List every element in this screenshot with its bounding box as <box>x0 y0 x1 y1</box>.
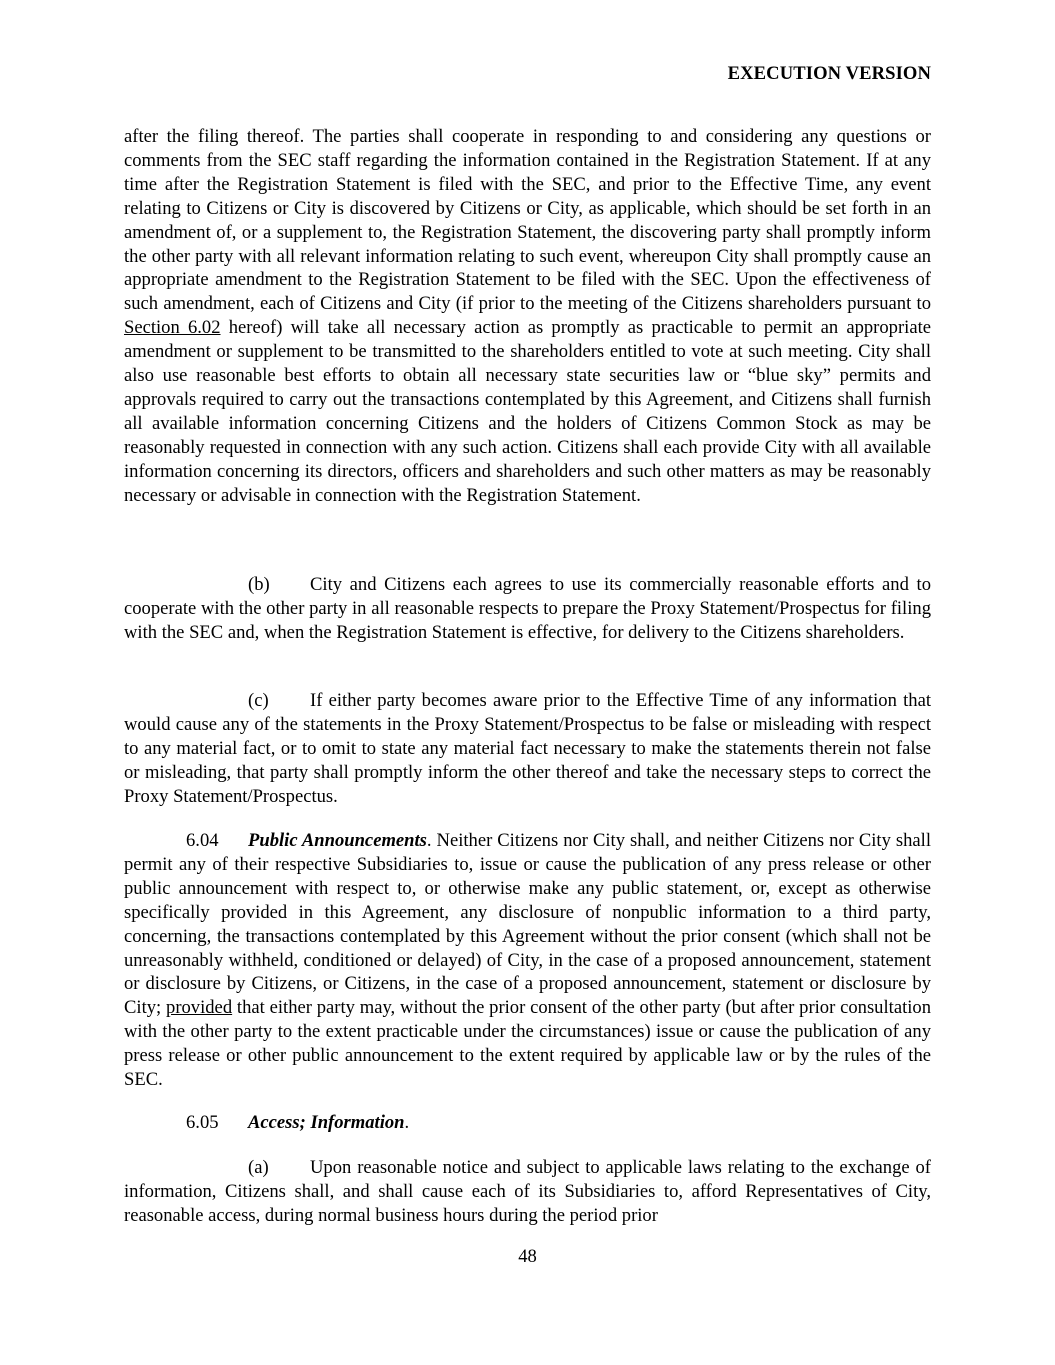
paragraph-text: City and Citizens each agrees to use its commercially reasonable efforts and to cooperate with the other party in all reasonable respects to prepare the Proxy Statement/Prospectus for filing with the SEC and, when the Registration Statement is effective, for delivery to the Citizens shareholders. <box>124 574 931 643</box>
section-number: 6.04 <box>186 830 219 851</box>
paragraph-text: Upon reasonable notice and subject to applicable laws relating to the exchange of information, Citizens shall, and shall cause each of its Subsidiaries to, afford Representatives of City, reasonable access, during normal business hours during the period prior <box>124 1157 931 1226</box>
section-reference: Section 6.02 <box>124 317 221 339</box>
section-title: Access; Information <box>248 1112 405 1133</box>
paragraph-text: hereof) will take all necessary action as promptly as practicable to permit an appropriate amendment or supplement to be transmitted to the shareholders entitled to vote at such meeting. City shall also use reasonable best efforts to obtain all necessary state securities law or “blue sky” permits and approvals required to carry out the transactions contemplated by this Agreement, and Citizens shall furnish all available information concerning Citizens and the holders of Citizens Common Stock as may be reasonably requested in connection with any such action. Citizens shall each provide City with all available information concerning its directors, officers and shareholders and such other matters as may be reasonably necessary or advisable in connection with the Registration Statement. <box>124 317 931 506</box>
paragraph-text: after the filing thereof. The parties shall cooperate in responding to and considering any questions or comments from the SEC staff regarding the information contained in the Registration Statement. If at any time after the Registration Statement is filed with the SEC, and prior to the Effective Time, any event relating to Citizens or City is discovered by Citizens or City, as applicable, which should be set forth in an amendment of, or a supplement to, the Registration Statement, the discovering party shall promptly inform the other party with all relevant information relating to such event, whereupon City shall promptly cause an appropriate amendment to the Registration Statement to be filed with the SEC. Upon the effectiveness of such amendment, each of Citizens and City (if prior to the meeting of the Citizens shareholders pursuant to <box>124 126 931 315</box>
section-title: Public Announcements <box>248 830 427 851</box>
subsection-b <box>124 573 931 645</box>
section-6-05 <box>124 1111 931 1135</box>
paragraph-text: If either party becomes aware prior to the Effective Time of any information that would cause any of the statements in the Proxy Statement/Prospectus to be false or misleading with respect to any material fact, or to omit to state any material fact necessary to make the statements therein not false or misleading, that party shall promptly inform the other thereof and take the necessary steps to correct the Proxy Statement/Prospectus. <box>124 690 931 807</box>
subsection-label: (c) <box>248 690 269 711</box>
paragraph-text: that either party may, without the prior consent of the other party (but after prior consultation with the other party to the extent practicable under the circumstances) issue or cause the publication of any press release or other public announcement to the extent required by applicable law or by the rules of the SEC. <box>124 997 931 1091</box>
subsection-a <box>124 1156 931 1228</box>
provided-term: provided <box>166 997 233 1019</box>
section-6-04 <box>124 829 931 1092</box>
subsection-c <box>124 689 931 809</box>
paragraph-registration-statement <box>124 125 931 508</box>
page-number: 48 <box>518 1246 537 1267</box>
paragraph-text: . Neither Citizens nor City shall, and neither Citizens nor City shall permit any of their respective Subsidiaries to, issue or cause the publication of any press release or other public announcement with respect to, or otherwise make any public statement, or, except as otherwise specifically provided in this Agreement, any disclosure of nonpublic information to a third party, concerning, the transactions contemplated by this Agreement without the prior consent (which shall not be unreasonably withheld, conditioned or delayed) of City, in the case of a proposed announcement, statement or disclosure by Citizens, or Citizens, in the case of a proposed announcement, statement or disclosure by City; <box>124 830 931 1019</box>
section-number: 6.05 <box>186 1112 219 1133</box>
subsection-label: (a) <box>248 1157 269 1178</box>
subsection-label: (b) <box>248 574 270 595</box>
section-title-end: . <box>404 1112 410 1133</box>
execution-version-header: EXECUTION VERSION <box>727 63 931 84</box>
